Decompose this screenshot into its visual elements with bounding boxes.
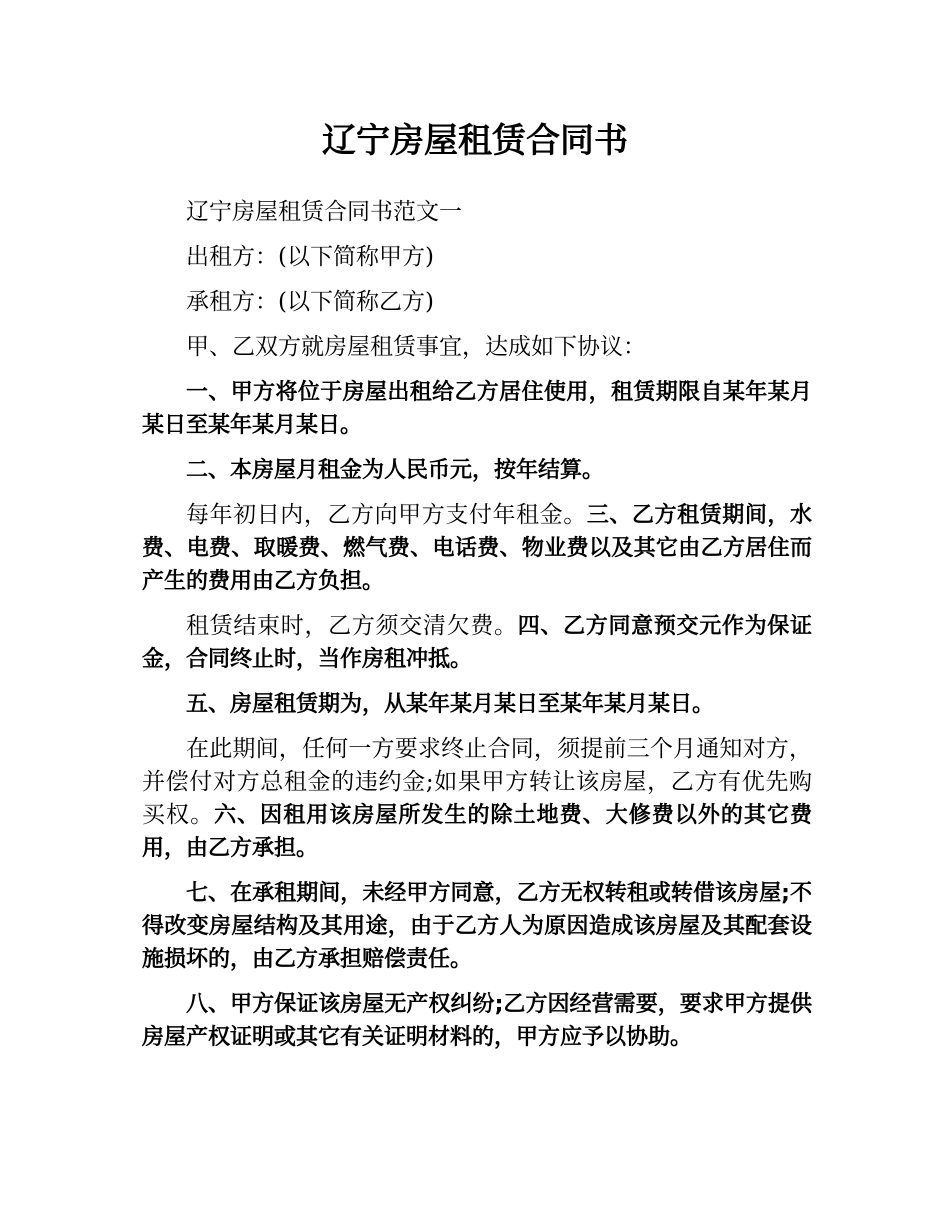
paragraph-clause-3-bold: 三、乙方租赁期间，水费、电费、取暖费、燃气费、电话费、物业费以及其它由乙方居住而产生的费用由乙方负担。 bbox=[142, 503, 813, 594]
paragraph-clause-5: 五、房屋租赁期为，从某年某月某日至某年某月某日。 bbox=[186, 692, 715, 717]
paragraph-clause-6-plain: 在此期间，任何一方要求终止合同，须提前三个月通知对方，并偿付对方总租金的违约金;如果甲方转让该房屋，乙方有优先购买权。 bbox=[142, 736, 812, 828]
paragraph-subtitle: 辽宁房屋租赁合同书范文一 bbox=[186, 199, 462, 225]
paragraph-lessor: 出租方：(以下简称甲方) bbox=[186, 244, 434, 270]
paragraph-clause-6 bbox=[142, 733, 812, 865]
document-body bbox=[142, 196, 812, 1066]
paragraph-lessee: 承租方：(以下简称乙方) bbox=[186, 289, 434, 315]
paragraph-agreement-intro: 甲、乙双方就房屋租赁事宜，达成如下协议： bbox=[186, 334, 646, 360]
paragraph-clause-6-bold: 六、因租用该房屋所发生的除土地费、大修费以外的其它费用，由乙方承担。 bbox=[142, 803, 812, 861]
paragraph-clause-3-plain: 每年初日内，乙方向甲方支付年租金。 bbox=[186, 502, 587, 528]
paragraph-clause-4 bbox=[142, 610, 812, 676]
paragraph-clause-7: 七、在承租期间，未经甲方同意，乙方无权转租或转借该房屋;不得改变房屋结构及其用途，由于乙方人为原因造成该房屋及其配套设施损坏的，由乙方承担赔偿责任。 bbox=[142, 881, 812, 972]
paragraph-clause-8: 八、甲方保证该房屋无产权纠纷;乙方因经营需要，要求甲方提供房屋产权证明或其它有关证明材料的，甲方应予以协助。 bbox=[142, 992, 812, 1050]
paragraph-clause-4-bold: 四、乙方同意预交元作为保证金，合同终止时，当作房租冲抵。 bbox=[142, 614, 812, 672]
paragraph-clause-3 bbox=[142, 499, 812, 598]
paragraph-clause-1: 一、甲方将位于房屋出租给乙方居住使用，租赁期限自某年某月某日至某年某月某日。 bbox=[142, 380, 812, 438]
paragraph-clause-4-plain: 租赁结束时，乙方须交清欠费。 bbox=[186, 613, 518, 639]
paragraph-clause-2: 二、本房屋月租金为人民币元，按年结算。 bbox=[186, 458, 605, 483]
document-title: 辽宁房屋租赁合同书 bbox=[322, 121, 628, 161]
